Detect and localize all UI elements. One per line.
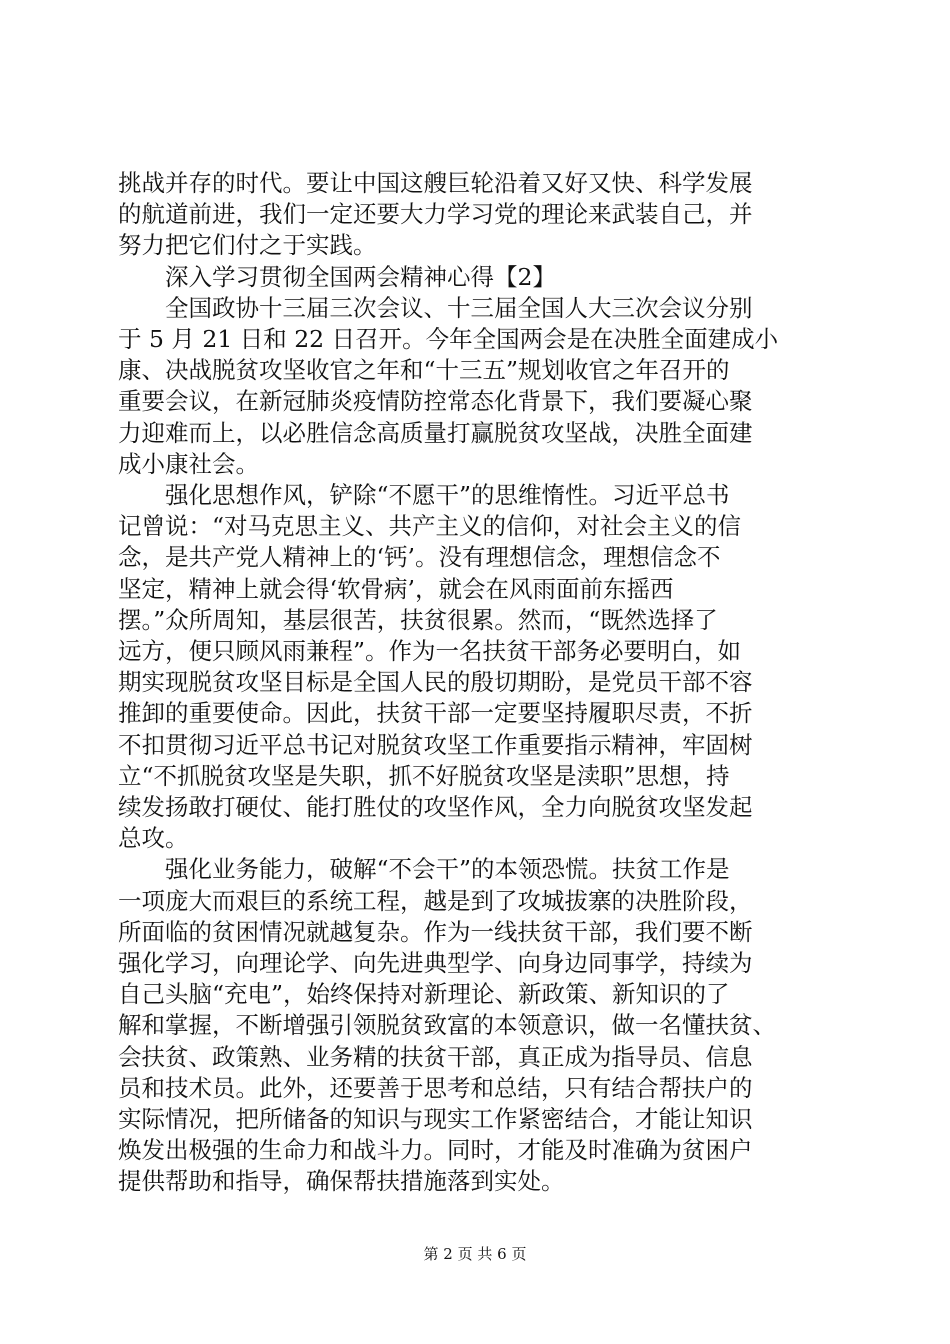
text-line: 力迎难而上，以必胜信念高质量打赢脱贫攻坚战，决胜全面建: [118, 418, 753, 447]
text-line: 念，是共产党人精神上的‘钙’。没有理想信念，理想信念不: [118, 543, 721, 572]
text-line: 续发扬敢打硬仗、能打胜仗的攻坚作风，全力向脱贫攻坚发起: [118, 793, 753, 821]
text-line: 重要会议，在新冠肺炎疫情防控常态化背景下，我们要凝心聚: [118, 387, 753, 416]
text-line: 远方，便只顾风雨兼程”。作为一名扶贫干部务必要明白，如: [118, 637, 742, 665]
section-heading: 深入学习贯彻全国两会精神心得【2】: [118, 262, 556, 291]
text-line: 实际情况，把所储备的知识与现实工作紧密结合，才能让知识: [118, 1105, 753, 1133]
text-line: 焕发出极强的生命力和战斗力。同时，才能及时准确为贫困户: [118, 1136, 753, 1165]
page-number-footer: 第 2 页 共 6 页: [423, 1245, 527, 1263]
text-line: 自己头脑“充电”，始终保持对新理论、新政策、新知识的了: [118, 980, 730, 1009]
text-line: 记曾说：“对马克思主义、共产主义的信仰，对社会主义的信: [118, 512, 742, 541]
text-line: 强化学习，向理论学、向先进典型学、向身边同事学，持续为: [118, 949, 753, 977]
text-line: 成小康社会。: [118, 449, 259, 478]
text-line: 摆。”众所周知，基层很苦，扶贫很累。然而，“既然选择了: [118, 605, 718, 634]
text-line: 所面临的贫困情况就越复杂。作为一线扶贫干部，我们要不断: [118, 917, 753, 946]
text-line: 总攻。: [118, 824, 189, 853]
text-line: 一项庞大而艰巨的系统工程，越是到了攻城拔寨的决胜阶段，: [118, 886, 753, 915]
text-line: 会扶贫、政策熟、业务精的扶贫干部，真正成为指导员、信息: [118, 1042, 753, 1071]
text-line: 于 5 月 21 日和 22 日召开。今年全国两会是在决胜全面建成小: [118, 325, 779, 353]
text-line: 的航道前进，我们一定还要大力学习党的理论来武装自己，并: [118, 200, 753, 229]
text-line: 提供帮助和指导，确保帮扶措施落到实处。: [118, 1167, 565, 1196]
text-line: 坚定，精神上就会得‘软骨病’，就会在风雨面前东摇西: [118, 574, 674, 603]
text-line: 努力把它们付之于实践。: [118, 231, 377, 260]
text-line: 挑战并存的时代。要让中国这艘巨轮沿着又好又快、科学发展: [118, 169, 753, 197]
text-line: 强化业务能力，破解“不会干”的本领恐慌。扶贫工作是: [118, 855, 730, 884]
text-line: 康、决战脱贫攻坚收官之年和“十三五”规划收官之年召开的: [118, 356, 730, 385]
text-line: 期实现脱贫攻坚目标是全国人民的殷切期盼，是党员干部不容: [118, 668, 753, 697]
text-line: 解和掌握，不断增强引领脱贫致富的本领意识，做一名懂扶贫、: [118, 1011, 776, 1040]
text-line: 立“不抓脱贫攻坚是失职，抓不好脱贫攻坚是渎职”思想，持: [118, 761, 730, 790]
text-line: 不扣贯彻习近平总书记对脱贫攻坚工作重要指示精神，牢固树: [118, 730, 753, 759]
text-line: 员和技术员。此外，还要善于思考和总结，只有结合帮扶户的: [118, 1073, 753, 1102]
text-line: 推卸的重要使命。因此，扶贫干部一定要坚持履职尽责，不折: [118, 699, 753, 728]
text-line: 全国政协十三届三次会议、十三届全国人大三次会议分别: [118, 293, 753, 322]
text-line: 强化思想作风，铲除“不愿干”的思维惰性。习近平总书: [118, 481, 730, 509]
